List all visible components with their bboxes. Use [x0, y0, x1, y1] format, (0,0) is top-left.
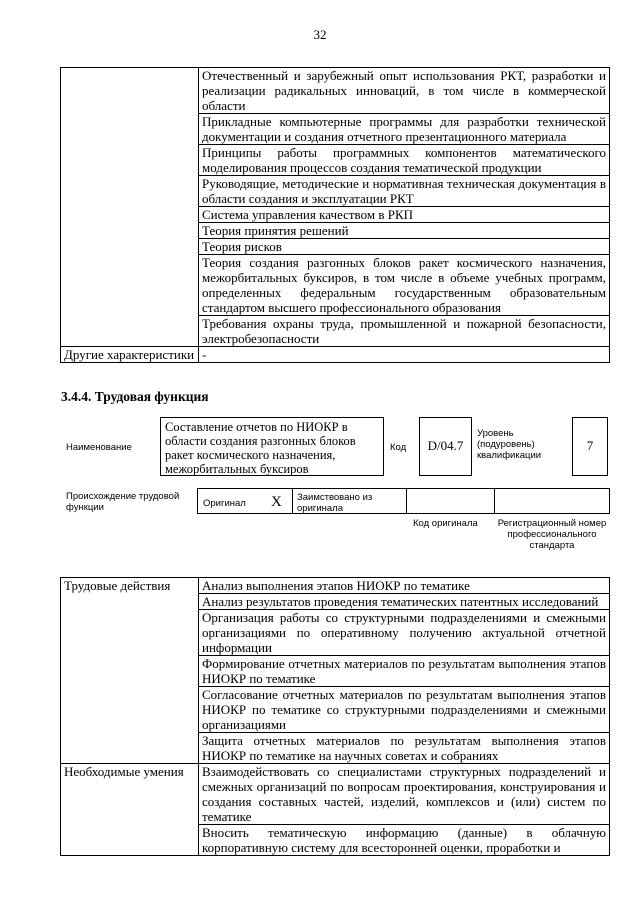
table-cell: Теория рисков: [199, 239, 610, 255]
table-cell: Система управления качеством в РКП: [199, 207, 610, 223]
row-label: Необходимые умения: [61, 764, 199, 856]
actions-skills-table: [60, 577, 610, 856]
table-row: [61, 578, 610, 594]
table-cell: Прикладные компьютерные программы для разработки технической документации и создания отчетного презентационного материала: [199, 114, 610, 145]
code-value: D/04.7: [419, 417, 472, 476]
level-value: 7: [572, 417, 608, 476]
table-cell: Анализ результатов проведения тематических патентных исследований: [199, 594, 610, 610]
table-row: [61, 764, 610, 825]
origin-original-cell: [197, 488, 293, 514]
origin-label: Происхождение трудовой функции: [66, 491, 180, 513]
table-cell: Принципы работы программных компонентов математического моделирования процессов создания тематической продукции: [199, 145, 610, 176]
section-heading: 3.4.4. Трудовая функция: [61, 389, 209, 404]
table-cell: -: [199, 347, 610, 363]
table-cell: Взаимодействовать со специалистами структурных подразделений и смежных организаций по вопросам проектирования, конструирования и создания составных частей, изделий, комплексов и (или) систем по тематике: [199, 764, 610, 825]
code-label: Код: [390, 442, 407, 453]
function-name-value: Составление отчетов по НИОКР в области создания разгонных блоков ракет космического назначения, межорбитальных буксиров: [160, 417, 384, 476]
original-label: Оригинал: [203, 498, 246, 509]
level-label: Уровень (подуровень) квалификации: [477, 428, 542, 461]
reg-number-cell: [494, 488, 610, 514]
table-cell: Теория принятия решений: [199, 223, 610, 239]
table-cell: Вносить тематическую информацию (данные) в облачную корпоративную систему для всесторонней оценки, проработки и: [199, 825, 610, 856]
page-number: 32: [313, 27, 327, 42]
table-cell: Анализ выполнения этапов НИОКР по тематике: [199, 578, 610, 594]
table-cell: Согласование отчетных материалов по результатам выполнения этапов НИОКР по тематике со структурными подразделениями и смежными организациями: [199, 687, 610, 733]
table-row: [61, 68, 610, 114]
table-cell: Защита отчетных материалов по результатам выполнения этапов НИОКР по тематике на научных советах и собраниях: [199, 733, 610, 764]
table-cell: Руководящие, методические и нормативная техническая документация в области создания и эксплуатации РКТ: [199, 176, 610, 207]
table-cell: Требования охраны труда, промышленной и пожарной безопасности, электробезопасности: [199, 316, 610, 347]
name-label: Наименование: [66, 442, 132, 453]
row-label: Трудовые действия: [61, 578, 199, 764]
knowledge-table: [60, 67, 610, 363]
table-cell: Организация работы со структурными подразделениями и смежными организациями по оперативному получению актуальной отчетной информации: [199, 610, 610, 656]
origin-borrowed-cell: [292, 488, 407, 514]
code-original-cell: [406, 488, 495, 514]
borrowed-label: Заимствовано из оригинала: [297, 492, 373, 514]
table-cell: Формирование отчетных материалов по результатам выполнения этапов НИОКР по тематике: [199, 656, 610, 687]
reg-number-label: Регистрационный номер профессионального стандарта: [497, 518, 607, 551]
code-original-label: Код оригинала: [413, 518, 478, 529]
row-label: [61, 68, 199, 347]
table-cell: Теория создания разгонных блоков ракет космического назначения, межорбитальных буксиров, в том числе в объеме учебных программ, определенных федеральным государственным образовательным стандартом высшего профессионального образования: [199, 255, 610, 316]
origin-box: [197, 488, 610, 514]
table-row: [61, 347, 610, 363]
original-mark: X: [271, 494, 282, 510]
table-cell: Отечественный и зарубежный опыт использования РКТ, разработки и реализации радикальных инноваций, в том числе в коммерческой области: [199, 68, 610, 114]
row-label: Другие характеристики: [61, 347, 199, 363]
